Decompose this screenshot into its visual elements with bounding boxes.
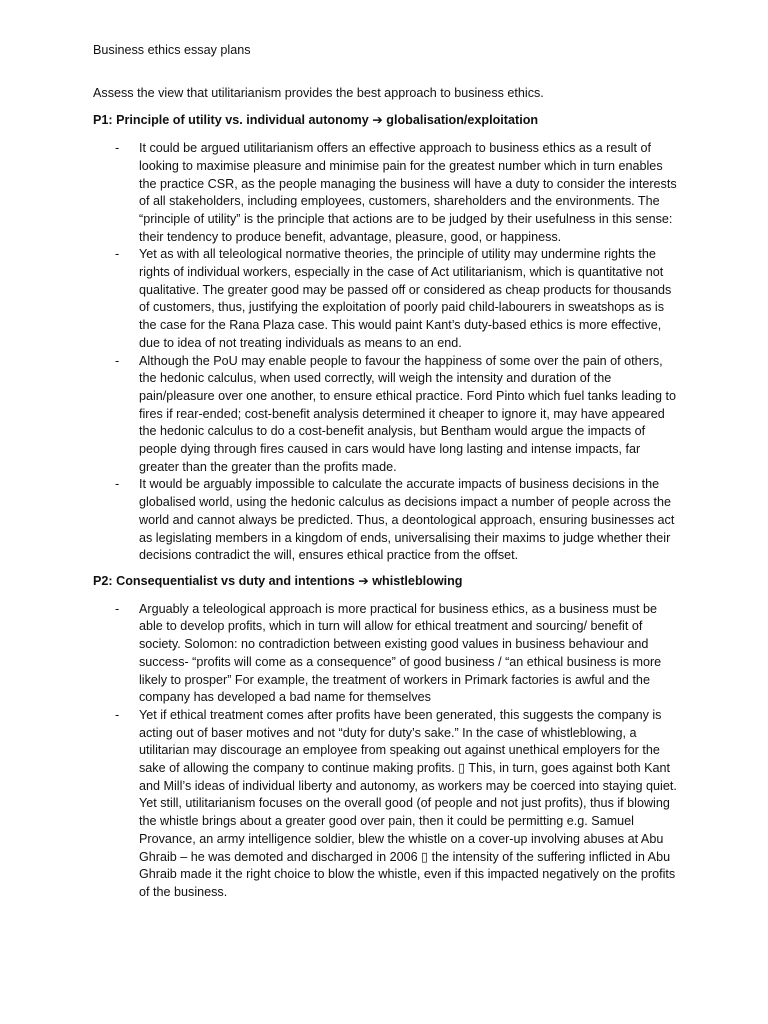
- bullet-text: It could be argued utilitarianism offers an effective approach to business ethics as a result of looking to maximise pleasure and minimise pain for the greatest number which in turn enables the practice CSR, as the people managing the business will have a duty to consider the interests of all stakeholders, including employees, customers, shareholders and the environments. The “principle of utility” is the principle that actions are to be judged by their usefulness in this sense: their tendency to produce benefit, advantage, pleasure, good, or happiness.: [139, 141, 677, 244]
- list-item: [93, 601, 683, 707]
- bullet-text: Yet if ethical treatment comes after profits have been generated, this suggests the company is acting out of baser motives and not “duty for duty’s sake.” In the case of whistleblowing, a utilitarian may discourage an employee from speaking out against unethical employers for the sake of allowing the company to continue making profits. ▯ This, in turn, goes against both Kant and Mill’s ideas of individual liberty and autonomy, as workers may be coerced into staying quiet. Yet still, utilitarianism focuses on the overall good (of people and not just profits), thus if blowing the whistle brings about a greater good over pain, then it could be permitting e.g. Samuel Provance, an army intelligence soldier, blew the whistle on a cover-up involving abuses at Abu Ghraib – he was demoted and discharged in 2006 ▯ the intensity of the suffering inflicted in Abu Ghraib made it the right choice to blow the whistle, even if this impacted negatively on the profits of the business.: [139, 707, 677, 899]
- bullet-text: Although the PoU may enable people to favour the happiness of some over the pain of others, the hedonic calculus, when used correctly, will weigh the intensity and duration of the pain/pleasure over one another, to ensure ethical practice. Ford Pinto which fuel tanks leading to fires if rear-ended; cost-benefit analysis determined it cheaper to ignore it, may have appeared the hedonic calculus to do a cost-benefit analysis, but Bentham would argue the impacts of people dying through fires caused in cars would have long lasting and intense impacts, far greater than the greater than the profits made.: [139, 353, 676, 474]
- bullet-dash: -: [115, 601, 120, 616]
- bullet-dash: -: [115, 141, 120, 156]
- bullet-list-p2: [93, 601, 683, 902]
- bullet-dash: -: [115, 247, 120, 262]
- document-title: Business ethics essay plans: [93, 43, 251, 57]
- bullet-text: Yet as with all teleological normative theories, the principle of utility may undermine rights the rights of individual workers, especially in the case of Act utilitarianism, which is quantitative not qualitative. The greater good may be passed off or considered as cheap products for thousands of customers, thus, justifying the exploitation of poorly paid child-labourers in sweatshops as is the case for the Rana Plaza case. This would paint Kant’s duty-based ethics is more effective, due to idea of not treating individuals as means to an end.: [139, 247, 672, 350]
- list-item: [93, 353, 683, 477]
- bullet-list-p1: [93, 140, 683, 565]
- bullet-dash: -: [115, 477, 120, 492]
- list-item: [93, 707, 683, 902]
- list-item: [93, 246, 683, 352]
- bullet-text: It would be arguably impossible to calculate the accurate impacts of business decisions in the globalised world, using the hedonic calculus as decisions impact a number of people across the world and cannot always be predicted. Thus, a deontological approach, ensuring businesses act as legislating members in a kingdom of ends, universalising their maxims to judge whether their decisions contradict the will, ensures ethical practice from the offset.: [139, 477, 675, 563]
- section-heading-p2: P2: Consequentialist vs duty and intentions ➔ whistleblowing: [93, 573, 463, 588]
- bullet-dash: -: [115, 353, 120, 368]
- section-heading-p1: P1: Principle of utility vs. individual autonomy ➔ globalisation/exploitation: [93, 113, 539, 128]
- list-item: [93, 476, 683, 565]
- essay-question: Assess the view that utilitarianism provides the best approach to business ethics.: [93, 85, 544, 100]
- bullet-dash: -: [115, 707, 120, 722]
- document-page: [93, 42, 683, 902]
- list-item: [93, 140, 683, 246]
- bullet-text: Arguably a teleological approach is more practical for business ethics, as a business must be able to develop profits, which in turn will allow for ethical treatment and sourcing/ benefit of society. Solomon: no contradiction between existing good values in business behaviour and success- “profits will come as a consequence” of good business / “an ethical business is more likely to prosper” For example, the treatment of workers in Primark factories is awful and the company has developed a bad name for themselves: [139, 601, 662, 705]
